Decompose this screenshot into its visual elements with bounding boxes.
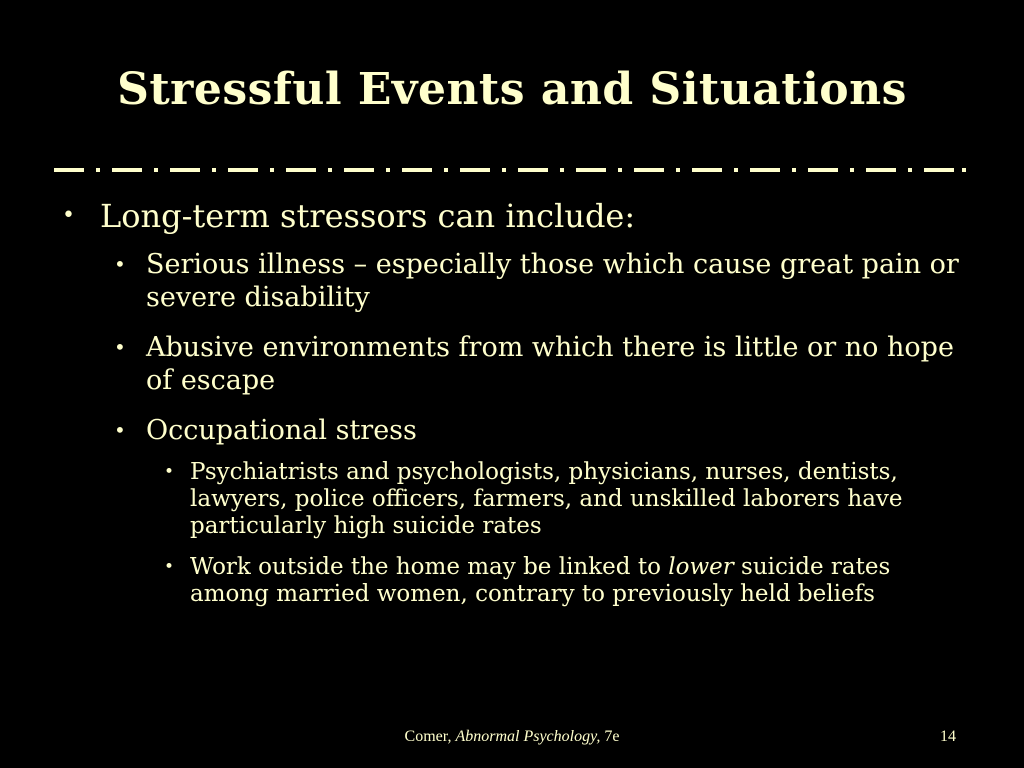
bullet-level1-text: Long-term stressors can include: bbox=[100, 197, 636, 235]
bullet-dot-icon: • bbox=[164, 462, 175, 482]
footer-book-title: Abnormal Psychology, bbox=[455, 728, 601, 745]
bullet-dot-icon: • bbox=[62, 203, 75, 228]
bullet-level3-emphasis: lower bbox=[668, 554, 734, 580]
slide-content bbox=[60, 196, 960, 622]
slide-title: Stressful Events and Situations bbox=[117, 64, 907, 115]
bullet-level3-text: Psychiatrists and psychologists, physicians, nurses, dentists, lawyers, police officers, farmers, and unskilled laborers have particularly high suicide rates bbox=[190, 459, 903, 539]
bullet-dot-icon: • bbox=[164, 557, 175, 577]
bullet-level2-text: Abusive environments from which there is little or no hope of escape bbox=[146, 332, 954, 396]
bullet-level2-item bbox=[114, 414, 960, 447]
bullet-level2-item bbox=[114, 248, 960, 314]
bullet-level3-text-before: Work outside the home may be linked to bbox=[190, 554, 669, 580]
bullet-level2-text: Occupational stress bbox=[146, 415, 417, 446]
title-divider bbox=[54, 160, 972, 180]
footer-edition: 7e bbox=[604, 728, 620, 745]
bullet-dot-icon: • bbox=[114, 252, 126, 276]
footer-citation bbox=[0, 728, 1024, 746]
bullet-dot-icon: • bbox=[114, 418, 126, 442]
bullet-level3-text-after: suicide rates among married women, contrary to previously held beliefs bbox=[190, 554, 891, 607]
bullet-level1 bbox=[60, 196, 960, 236]
bullet-level2-item bbox=[114, 331, 960, 397]
bullet-dot-icon: • bbox=[114, 335, 126, 359]
bullet-level2-text: Serious illness – especially those which cause great pain or severe disability bbox=[146, 249, 959, 313]
bullet-level3-item bbox=[164, 554, 950, 608]
footer-author: Comer, bbox=[404, 728, 452, 745]
page-number: 14 bbox=[940, 728, 956, 745]
bullet-level3-item bbox=[164, 459, 950, 540]
